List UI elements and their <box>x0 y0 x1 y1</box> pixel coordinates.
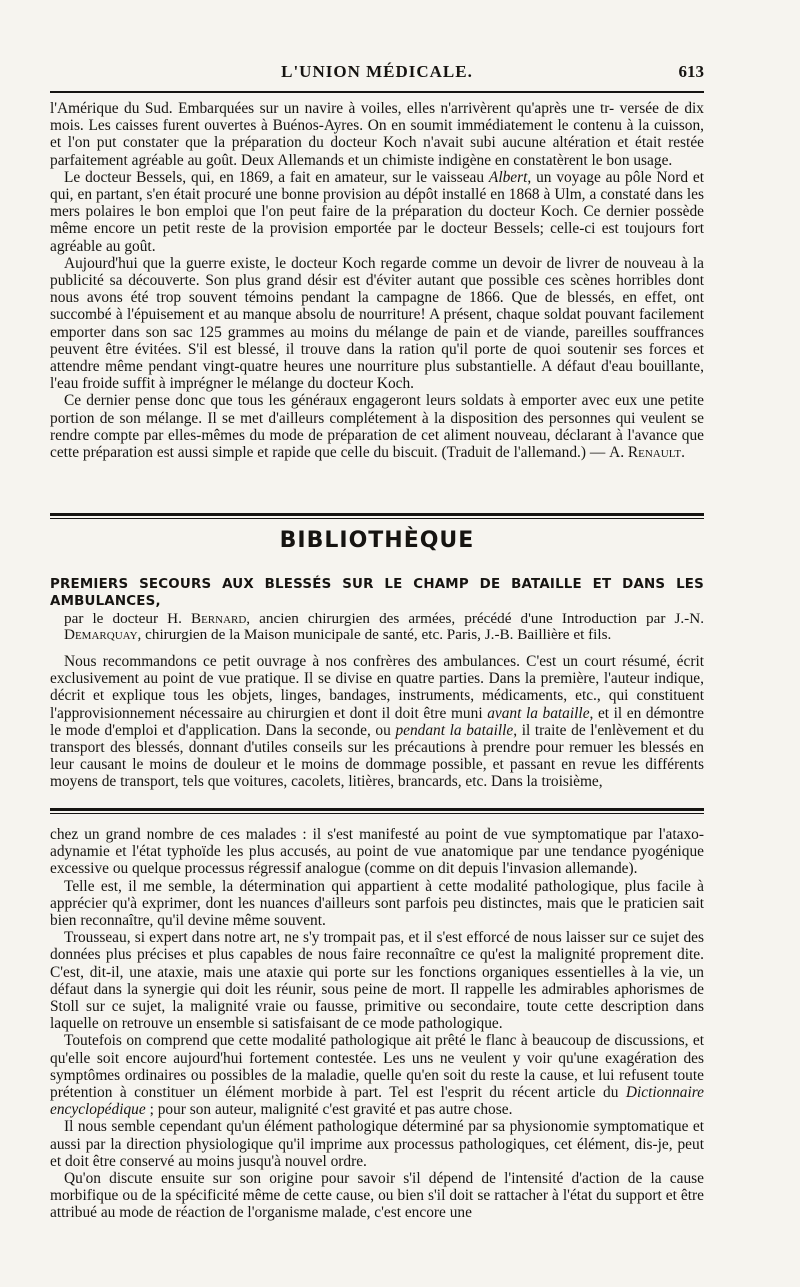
text-run: , il traite de l'enlèvement et du transport des blessés, donnant d'utiles conseils sur les précautions à prendre pour remuer les blessés en leur causant le moins de douleur et le moins de dommage possible, et passant en revue les différents moyens de transport, tels que voitures, cacolets, litières, brancards, etc. Dans la troisième, <box>50 721 705 791</box>
book-author: Bernard <box>190 609 247 627</box>
article-author: A. Renault. <box>609 444 685 462</box>
bibliotheque-heading: BIBLIOTHÈQUE <box>279 528 475 553</box>
book-title: PREMIERS SECOURS AUX BLESSÉS SUR LE CHAMP DE BATAILLE ET DANS LES AMBULANCES, <box>50 577 704 610</box>
section-rule-thick <box>50 513 704 516</box>
paragraph <box>50 392 704 461</box>
text-run: , ancien chirurgien des armées, précédé d'une Introduction par J.-N. <box>246 609 704 627</box>
text-run: , chirurgien de la Maison municipale de santé, etc. Paris, J.-B. Baillière et fils. <box>137 626 612 644</box>
text-run: , un voyage au pôle Nord et qui, en partant, s'en était procuré une bonne provision au dépôt installé en 1868 à Ulm, a constaté dans les mers polaires le bon emploi que l'on peut faire de la préparation du docteur Koch. Ce dernier possède même encore un petit reste de la provision emportée par le docteur Bessels; celle-ci est toujours fort agréable au goût. <box>50 168 704 255</box>
book-reference <box>50 576 704 644</box>
text-run: Toutefois on comprend que cette modalité pathologique ait prêté le flanc à beaucoup de discussions, et qu'elle soit encore aujourd'hui fortement contestée. Les uns ne veulent y voir qu'une exagération des symptômes ordinaires ou possibles de la maladie, quelle qu'en soit du reste la cause, et lui refusent toute prétention à constituer un élément morbide à part. Tel est l'esprit du récent article du <box>50 1032 704 1102</box>
section-rule-thin <box>50 518 704 519</box>
paragraph <box>50 653 704 791</box>
paragraph: chez un grand nombre de ces malades : il s'est manifesté au point de vue symptomatique par l'ataxo-adynamie et l'état typhoïde les plus accusés, au point de vue anatomique par une tendance pyogénique excessive ou quelque processus régressif analogue (comme on dit depuis l'invasion allemande). <box>50 826 704 878</box>
paragraph <box>50 169 704 255</box>
introduction-author: Demarquay <box>64 626 138 644</box>
feuilleton-rule-thin <box>50 813 704 814</box>
feuilleton-rule-thick <box>50 808 704 811</box>
bottom-section <box>50 826 704 1222</box>
paragraph: Il nous semble cependant qu'un élément pathologique déterminé par sa physionomie symptomatique et aussi par la direction physiologique qu'il imprime aux processus pathologiques, cet élément, dis-je, peut et doit être conservé au moins jusqu'à nouvel ordre. <box>50 1118 704 1170</box>
text-run: Ce dernier pense donc que tous les généraux engageront leurs soldats à emporter avec eux une petite portion de son mélange. Il se met d'ailleurs complétement à la disposition des personnes qui veulent se rendre compte par elles-mêmes du mode de préparation de cet aliment nouveau, déclarant à l'avance que cette préparation est aussi simple et rapide que celle du biscuit. (Traduit de l'allemand.) — <box>50 392 704 462</box>
section-heading <box>50 528 704 556</box>
text-run: Nous recommandons ce petit ouvrage à nos confrères des ambulances. C'est un court résumé, écrit exclusivement au point de vue pratique. Il se divise en quatre parties. Dans la première, l'auteur indique, décrit et explique tous les objets, linges, bandages, instruments, médicaments, etc., qui constituent l'approvisionnement nécessaire au chirurgien et dont il doit être muni <box>50 653 704 722</box>
paragraph: Aujourd'hui que la guerre existe, le docteur Koch regarde comme un devoir de livrer de nouveau à la publicité sa découverte. Son plus grand désir est d'éviter autant que possible ces scènes horribles dont nous avons été trop souvent témoins pendant la campagne de 1866. Que de blessés, en effet, ont succombé à l'épuisement et au manque absolu de nourriture! A présent, chaque soldat pouvant facilement emporter dans son sac 125 grammes au moins du mélange de pain et de viande, pareilles souffrances peuvent être évitées. S'il est blessé, il trouve dans la ration qu'il porte de quoi soutenir ses forces et attendre même pendant vingt-quatre heures une nourriture plus substantielle. A défaut d'eau bouillante, l'eau froide suffit à imprégner le mélange du docteur Koch. <box>50 254 704 393</box>
journal-title: L'UNION MÉDICALE. <box>281 62 473 81</box>
text-run: par le docteur H. <box>64 609 191 627</box>
book-credits <box>50 611 704 644</box>
text-run: Le docteur Bessels, qui, en 1869, a fait en amateur, sur le vaisseau <box>64 168 489 186</box>
italic-phrase: Dictionnaire encyclopédique <box>50 1084 704 1119</box>
book-review <box>50 653 704 791</box>
page-number: 613 <box>678 62 704 81</box>
italic-phrase: avant la bataille <box>487 704 590 722</box>
paragraph: Trousseau, si expert dans notre art, ne s'y trompait pas, et il s'est efforcé de nous laisser sur ce sujet des données plus précises et plus capables de nous faire reconnaître ce qu'est la malignité proprement dite. C'est, dit-il, une ataxie, mais une ataxie qui porte sur les fonctions organiques essentielles à la vie, un défaut dans la synergie qui doit les réunir, sous peine de mort. Il rappelle les admirables aphorismes de Stoll sur ce sujet, la malignité vraie ou fausse, primitive ou secondaire, toute cette description dans laquelle on retrouve un ensemble si satisfaisant de ce mode pathologique. <box>50 929 704 1033</box>
italic-phrase: pendant la bataille <box>395 721 514 739</box>
text-run: ; pour son auteur, malignité c'est gravité et pas autre chose. <box>145 1101 513 1119</box>
paragraph <box>50 1032 704 1118</box>
ship-name: Albert <box>488 168 528 186</box>
text-run: , et il en démontre le mode d'emploi et d'application. Dans la seconde, ou <box>50 704 704 739</box>
paragraph: Qu'on discute ensuite sur son origine pour savoir s'il dépend de l'intensité d'action de la cause morbifique ou de la spécificité même de cette cause, ou bien s'il doit se rattacher à l'état du support et être attribué au mode de réaction de l'organisme malade, c'est encore une <box>50 1170 704 1222</box>
top-section <box>50 100 704 461</box>
page-header <box>50 60 704 90</box>
paragraph: Telle est, il me semble, la détermination qui appartient à cette modalité pathologique, plus facile à apprécier qu'à exprimer, dont les nuances d'ailleurs sont parfois peu distinctes, mais que le praticien sait bien reconnaître, qu'il devine même souvent. <box>50 877 704 930</box>
header-rule <box>50 91 704 93</box>
paragraph: l'Amérique du Sud. Embarquées sur un navire à voiles, elles n'arrivèrent qu'après une tr- versée de dix mois. Les caisses furent ouvertes à Buénos-Ayres. On en soumit immédiatement le contenu à la cuisson, et l'on put constater que la préparation du docteur Koch n'avait subi aucune altération et était restée parfaitement agréable au goût. Deux Allemands et un chimiste indigène en constatèrent le bon usage. <box>50 100 704 169</box>
